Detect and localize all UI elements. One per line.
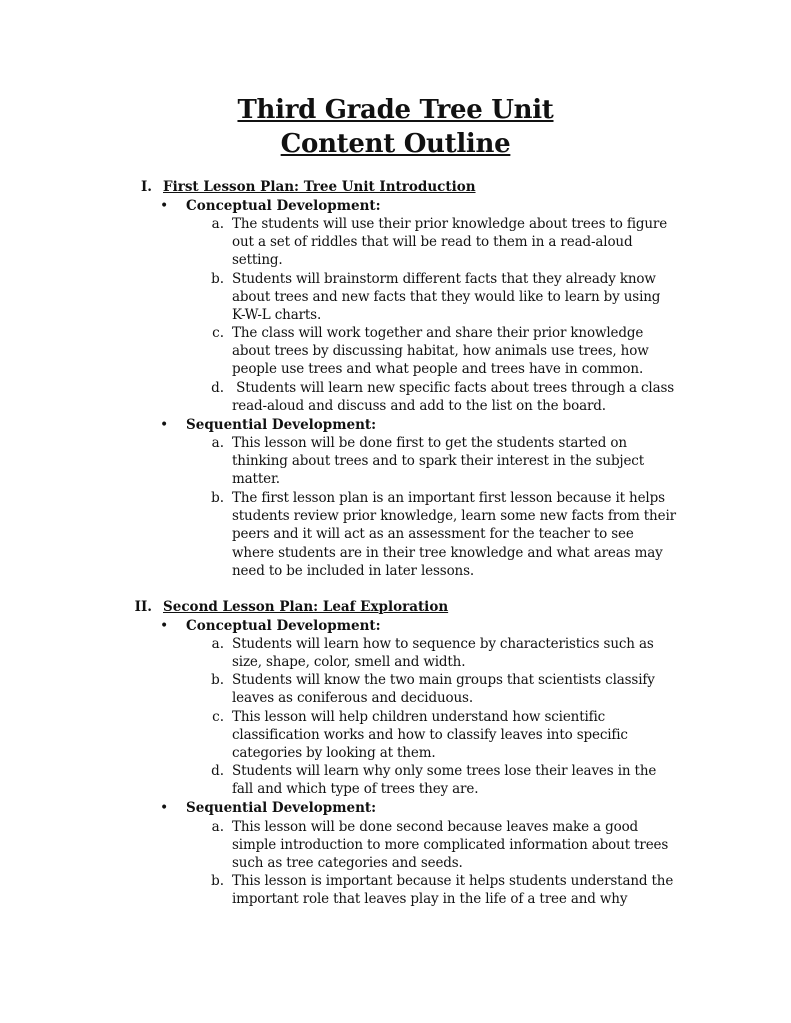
- outline-item: Students will brainstorm different facts that they already know about trees and new facts that they would like to learn by using K-W-L charts.: [232, 271, 661, 324]
- item-letter: b.: [211, 672, 224, 688]
- outline-item: This lesson is important because it helps students understand the important role that leaves play in the life of a tree and why: [232, 873, 674, 908]
- item-letter: a.: [211, 636, 224, 652]
- outline-item: This lesson will help children understand how scientific classification works and how to classify leaves into specific categories by looking at them.: [232, 709, 628, 762]
- sequential-heading: Sequential Development:: [186, 417, 377, 433]
- item-letter: d.: [211, 763, 224, 779]
- outline-item: Students will learn new specific facts about trees through a class read-aloud and discuss and add to the list on the board.: [232, 380, 679, 415]
- section-numeral: II.: [134, 599, 152, 615]
- section-numeral: I.: [140, 179, 152, 195]
- section-title: Second Lesson Plan: Leaf Exploration: [163, 599, 449, 615]
- outline-item: The students will use their prior knowledge about trees to figure out a set of riddles that will be read to them in a read-aloud setting.: [232, 216, 668, 269]
- item-letter: a.: [211, 435, 224, 451]
- outline-item: The class will work together and share their prior knowledge about trees by discussing habitat, how animals use trees, how people use trees and what people and trees have in common.: [232, 325, 649, 378]
- outline-item: The first lesson plan is an important first lesson because it helps students review prior knowledge, learn some new facts from their peers and it will act as an assessment for the teacher to see where students are in their tree knowledge and what areas may need to be included in later lessons.: [232, 490, 676, 579]
- outline-item: Students will learn why only some trees lose their leaves in the fall and which type of trees they are.: [232, 763, 657, 798]
- bullet-marker: •: [160, 618, 169, 634]
- conceptual-heading: Conceptual Development:: [186, 618, 381, 634]
- item-letter: a.: [211, 216, 224, 232]
- section-title: First Lesson Plan: Tree Unit Introduction: [163, 179, 476, 195]
- conceptual-heading: Conceptual Development:: [186, 198, 381, 214]
- bullet-marker: •: [160, 800, 169, 816]
- item-letter: c.: [212, 709, 224, 725]
- item-letter: a.: [211, 819, 224, 835]
- outline-item: This lesson will be done first to get the students started on thinking about trees and to spark their interest in the subject matter.: [232, 435, 644, 488]
- outline-item: Students will know the two main groups that scientists classify leaves as coniferous and deciduous.: [232, 672, 655, 707]
- item-letter: d.: [211, 380, 224, 396]
- item-letter: c.: [212, 325, 224, 341]
- document-title-line2: Content Outline: [280, 129, 511, 159]
- outline-item: This lesson will be done second because leaves make a good simple introduction to more complicated information about trees such as tree categories and seeds.: [232, 819, 669, 872]
- bullet-marker: •: [160, 198, 169, 214]
- document-title-line1: Third Grade Tree Unit: [237, 95, 554, 125]
- bullet-marker: •: [160, 417, 169, 433]
- item-letter: b.: [211, 490, 224, 506]
- outline-item: Students will learn how to sequence by characteristics such as size, shape, color, smell and width.: [232, 636, 654, 671]
- item-letter: b.: [211, 873, 224, 889]
- sequential-heading: Sequential Development:: [186, 800, 377, 816]
- item-letter: b.: [211, 271, 224, 287]
